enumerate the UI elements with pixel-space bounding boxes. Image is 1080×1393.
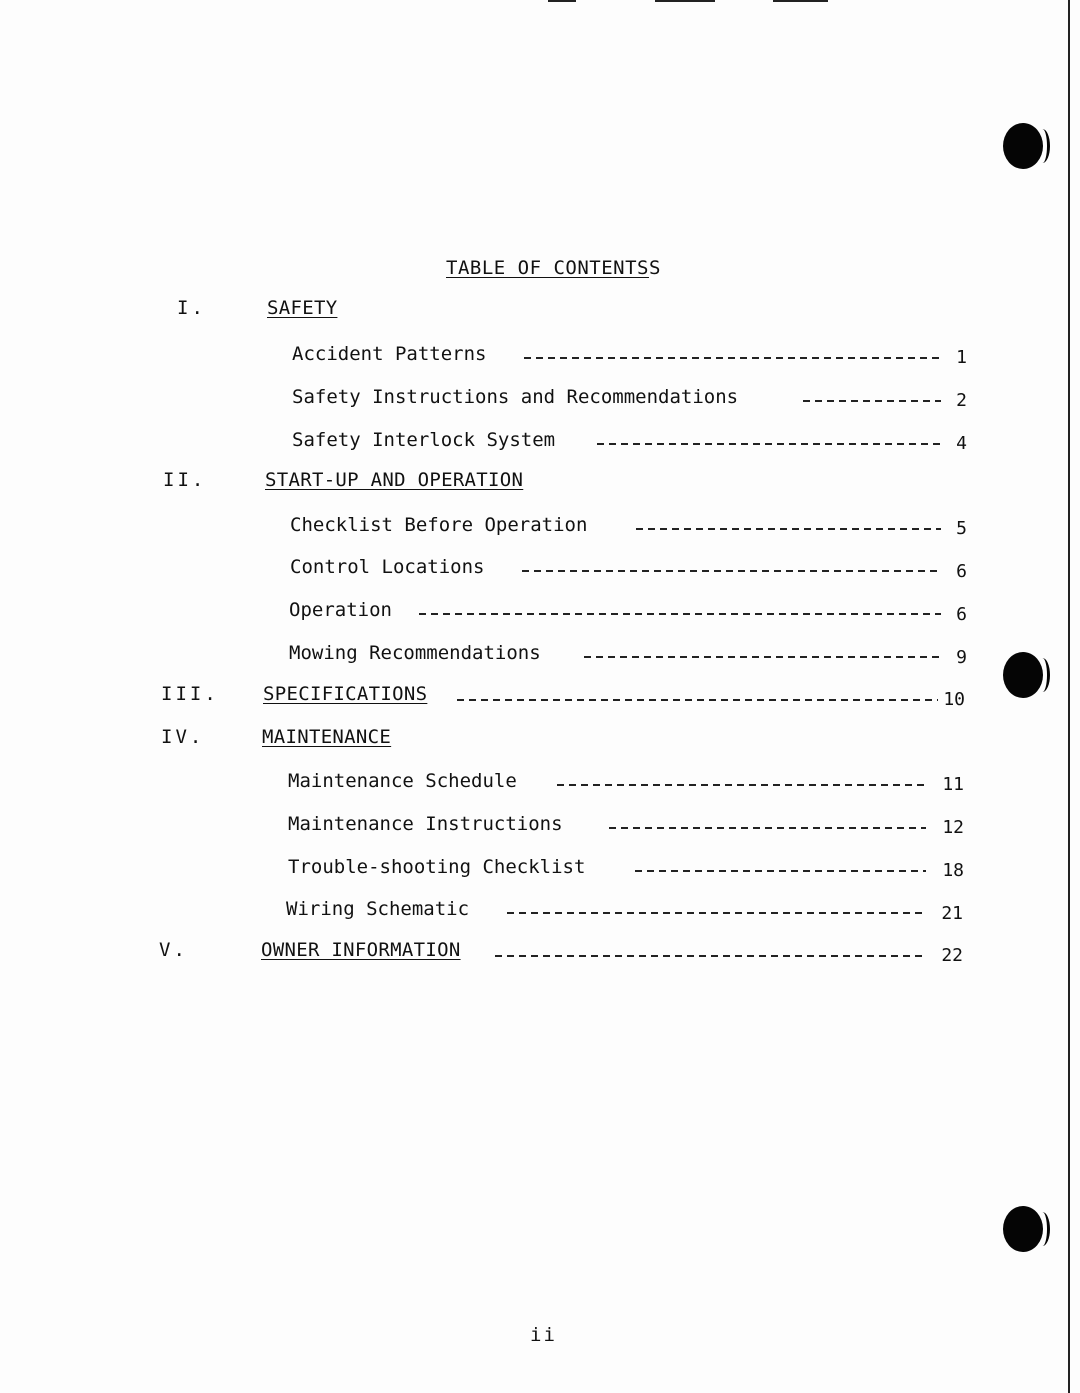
toc-entry: Mowing Recommendations xyxy=(289,642,541,664)
dot-leader xyxy=(803,400,941,402)
page-number: 11 xyxy=(942,774,964,795)
page-title: TABLE OF CONTENTSS xyxy=(446,257,661,279)
toc-entry: Wiring Schematic xyxy=(286,898,470,920)
section-numeral: V. xyxy=(159,939,188,961)
page-number: 21 xyxy=(941,903,963,924)
dot-leader xyxy=(495,955,925,957)
page-number: 6 xyxy=(956,604,967,625)
page-number: 9 xyxy=(956,647,967,668)
page-number: 12 xyxy=(942,817,964,838)
dot-leader xyxy=(457,699,938,701)
section-numeral: III. xyxy=(161,683,219,705)
page-number: 22 xyxy=(941,945,963,966)
dot-leader xyxy=(635,870,926,872)
page-folio: ii xyxy=(530,1324,557,1346)
dot-leader xyxy=(507,912,925,914)
page-number: 1 xyxy=(956,347,967,368)
punch-hole-icon xyxy=(1003,123,1043,169)
dot-leader xyxy=(524,357,941,359)
dot-leader xyxy=(609,827,926,829)
page-number: 4 xyxy=(956,433,967,454)
punch-hole-icon xyxy=(1003,652,1043,698)
dot-leader xyxy=(584,656,941,658)
toc-entry: Operation xyxy=(289,599,392,621)
punch-hole-icon xyxy=(1003,1206,1043,1252)
section-numeral: I. xyxy=(177,297,206,319)
dot-leader xyxy=(522,570,941,572)
dot-leader xyxy=(557,784,926,786)
section-heading: SPECIFICATIONS xyxy=(263,683,428,705)
page-edge xyxy=(1068,0,1070,1393)
dot-leader xyxy=(597,443,941,445)
dot-leader xyxy=(636,528,941,530)
section-numeral: IV. xyxy=(161,726,205,748)
section-heading: SAFETY xyxy=(267,297,338,319)
scan-mark xyxy=(548,0,576,2)
page-number: 5 xyxy=(956,518,967,539)
page-number: 18 xyxy=(942,860,964,881)
toc-entry: Maintenance Schedule xyxy=(288,770,517,792)
toc-entry: Control Locations xyxy=(290,556,485,578)
scan-mark xyxy=(773,0,828,2)
toc-entry: Checklist Before Operation xyxy=(290,514,588,536)
page-number: 10 xyxy=(943,689,965,710)
section-numeral: II. xyxy=(163,469,207,491)
toc-entry: Safety Instructions and Recommendations xyxy=(292,386,739,408)
section-heading: START-UP AND OPERATION xyxy=(265,469,524,491)
section-heading: OWNER INFORMATION xyxy=(261,939,461,961)
page-number: 2 xyxy=(956,390,967,411)
toc-entry: Trouble-shooting Checklist xyxy=(288,856,586,878)
section-heading: MAINTENANCE xyxy=(262,726,392,748)
dot-leader xyxy=(419,613,941,615)
toc-entry: Maintenance Instructions xyxy=(288,813,563,835)
toc-entry: Accident Patterns xyxy=(292,343,487,365)
scan-mark xyxy=(655,0,715,2)
page-number: 6 xyxy=(956,561,967,582)
toc-entry: Safety Interlock System xyxy=(292,429,556,451)
